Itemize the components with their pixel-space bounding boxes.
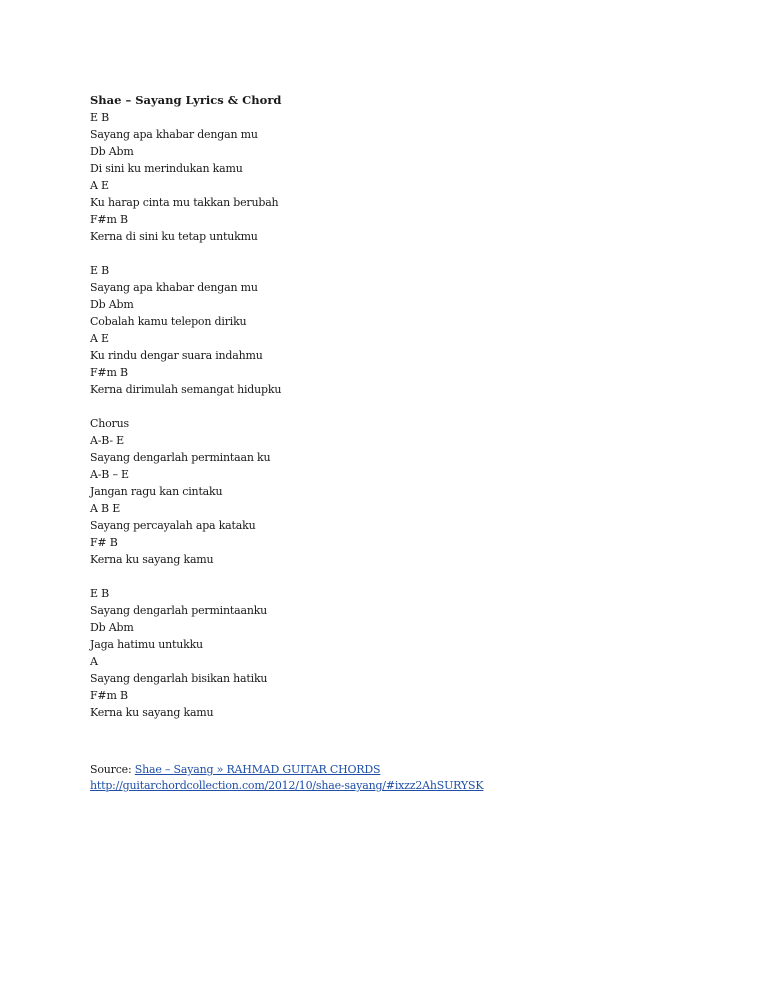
lyric-line: Di sini ku merindukan kamu [90, 162, 243, 175]
lyric-line: A-B – E [90, 468, 129, 481]
lyric-line: Sayang dengarlah permintaan ku [90, 451, 271, 464]
lyric-line: Kerna di sini ku tetap untukmu [90, 230, 258, 243]
lyric-line: Kerna ku sayang kamu [90, 706, 214, 719]
lyric-line: A-B- E [90, 434, 124, 447]
lyrics-body [90, 109, 690, 721]
lyric-line: Ku harap cinta mu takkan berubah [90, 196, 279, 209]
lyric-line: Db Abm [90, 621, 134, 634]
lyric-line: Sayang dengarlah permintaanku [90, 604, 268, 617]
blank-line [90, 398, 690, 415]
blank-line [90, 568, 690, 585]
lyric-line: F#m B [90, 366, 128, 379]
lyric-line: Jangan ragu kan cintaku [90, 485, 223, 498]
blank-line [90, 245, 690, 262]
lyric-line: Sayang percayalah apa kataku [90, 519, 256, 532]
lyric-line: A E [90, 179, 109, 192]
lyric-line: Sayang apa khabar dengan mu [90, 281, 258, 294]
document-title: Shae – Sayang Lyrics & Chord [90, 93, 282, 107]
lyric-line: Db Abm [90, 298, 134, 311]
lyric-line: Cobalah kamu telepon diriku [90, 315, 247, 328]
source-label: Source: [90, 763, 135, 776]
lyric-line: A [90, 655, 98, 668]
lyric-line: Jaga hatimu untukku [90, 638, 203, 651]
lyric-line: E B [90, 264, 110, 277]
source-citation [90, 762, 630, 794]
lyric-line: Kerna ku sayang kamu [90, 553, 214, 566]
lyric-line: A B E [90, 502, 121, 515]
lyric-line: F# B [90, 536, 118, 549]
lyric-line: Ku rindu dengar suara indahmu [90, 349, 263, 362]
lyric-line: E B [90, 111, 110, 124]
lyric-line: Kerna dirimulah semangat hidupku [90, 383, 282, 396]
lyric-line: Db Abm [90, 145, 134, 158]
lyric-line: Sayang apa khabar dengan mu [90, 128, 258, 141]
lyric-line: F#m B [90, 689, 128, 702]
source-page-link[interactable]: Shae – Sayang » RAHMAD GUITAR CHORDS [134, 763, 381, 776]
lyric-line: E B [90, 587, 110, 600]
lyric-line: Chorus [90, 417, 129, 430]
lyrics-document [90, 92, 690, 721]
source-url-link[interactable]: http://guitarchordcollection.com/2012/10/shae-sayang/#ixzz2AhSURYSK [90, 779, 484, 792]
lyric-line: A E [90, 332, 109, 345]
lyric-line: F#m B [90, 213, 128, 226]
lyric-line: Sayang dengarlah bisikan hatiku [90, 672, 268, 685]
